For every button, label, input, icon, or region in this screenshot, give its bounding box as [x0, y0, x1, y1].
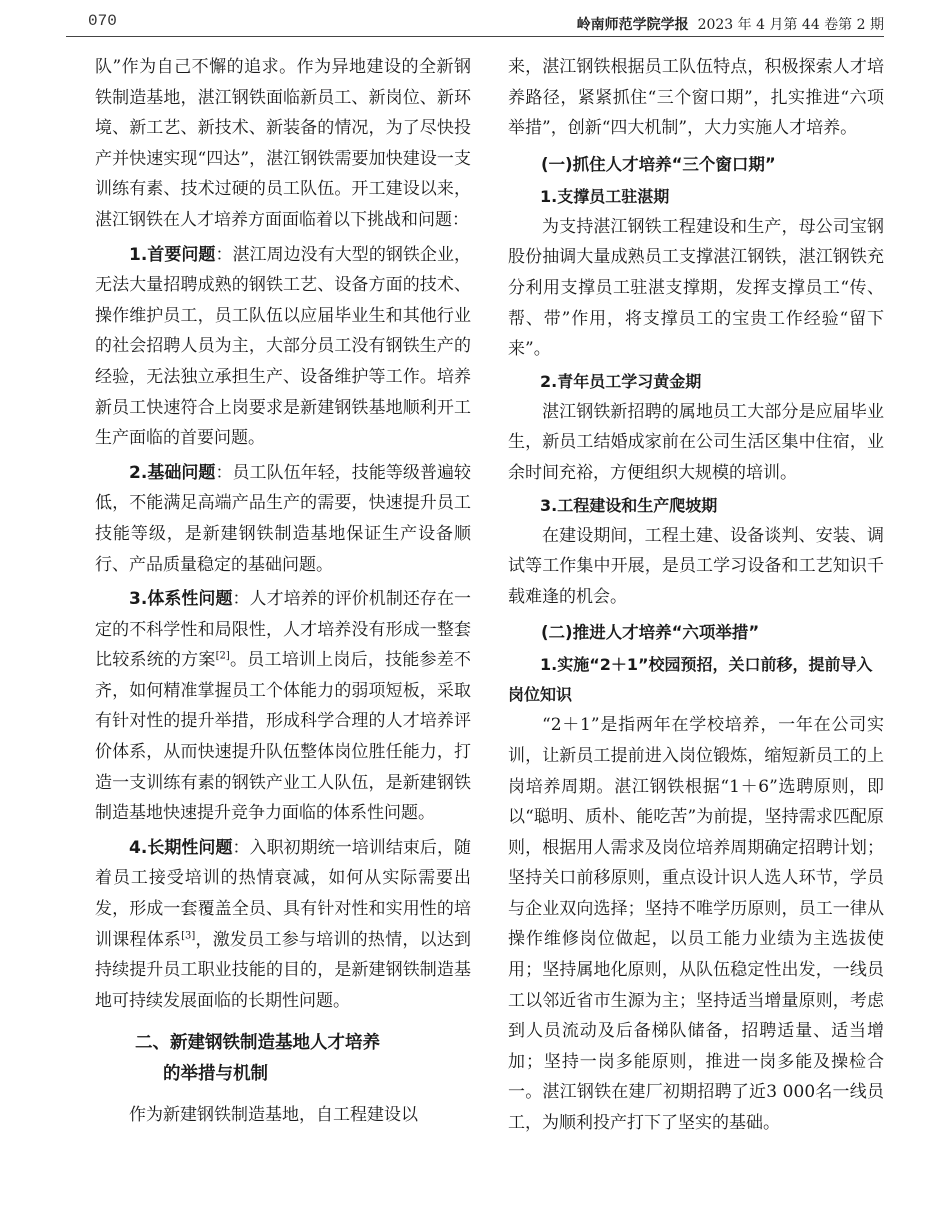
problem-4-text-a: ：入职初期统一培训结束后，随着员工接受培训的热情衰减，如何从实际需要出发，形成一套覆盖全员、具有针对性和实用性的培训课程体系 [95, 837, 471, 950]
subsection-2-heading: (二)推进人才培养“六项举措” [541, 623, 760, 643]
problem-3-text-b: 。员工培训上岗后，技能参差不齐，如何精准掌握员工个体能力的弱项短板，采取有针对性的提升举措，形成科学合理的人才培养评价体系，从而快速提升队伍整体岗位胜任能力，打造一支训练有素的钢铁产业工人队伍，是新建钢铁制造基地快速提升竞争力面临的体系性问题。 [95, 650, 471, 824]
issue-info: 2023 年 4 月第 44 卷第 2 期 [697, 17, 884, 33]
left-paragraph-1: 队”作为自己不懈的追求。作为异地建设的全新钢铁制造基地，湛江钢铁面临新员工、新岗位、新环境、新工艺、新技术、新装备的情况，为了尽快投产并快速实现“四达”，湛江钢铁需要加快建设一支训练有素、技术过硬的员工队伍。开工建设以来，湛江钢铁在人才培养方面面临着以下挑战和问题： [95, 57, 471, 230]
window-1-heading: 1.支撑员工驻湛期 [540, 186, 670, 206]
left-column [95, 52, 471, 1131]
problem-2-text: ：员工队伍年轻，技能等级普遍较低，不能满足高端产品生产的需要，快速提升员工技能等级，是新建钢铁制造基地保证生产设备顺行、产品质量稳定的基础问题。 [95, 462, 472, 575]
measure-1-heading: 1.实施“2＋1”校园预招，关口前移，提前导入岗位知识 [508, 655, 873, 705]
window-1-text: 为支持湛江钢铁工程建设和生产，母公司宝钢股份抽调大量成熟员工支撑湛江钢铁，湛江钢铁充分利用支撑员工驻湛支撑期，发挥支撑员工“传、帮、带”作用，将支撑员工的宝贵工作经验“留下来”。 [508, 216, 884, 360]
section-2-heading-line-1: 二、新建钢铁制造基地人才培养 [135, 1033, 380, 1054]
window-2-heading: 2.青年员工学习黄金期 [540, 371, 702, 391]
window-2-text: 湛江钢铁新招聘的属地员工大部分是应届毕业生，新员工结婚成家前在公司生活区集中住宿，业余时间充裕，方便组织大规模的培训。 [508, 401, 884, 483]
subsection-1-heading: (一)抓住人才培养“三个窗口期” [541, 154, 776, 174]
section-2-heading-line-2: 的举措与机制 [163, 1064, 268, 1085]
page-number: 070 [88, 12, 117, 30]
section-2-intro: 作为新建钢铁制造基地，自工程建设以 [129, 1105, 418, 1126]
problem-4 [95, 833, 471, 1017]
right-paragraph-1: 来，湛江钢铁根据员工队伍特点，积极探索人才培养路径，紧紧抓住“三个窗口期”，扎实推进“六项举措”，创新“四大机制”，大力实施人才培养。 [508, 57, 884, 139]
problem-3-title: 3.体系性问题 [129, 589, 233, 610]
problem-2 [95, 458, 471, 580]
right-column [508, 52, 884, 1139]
problem-1-title: 1.首要问题 [129, 244, 216, 265]
journal-info [577, 14, 884, 34]
journal-name: 岭南师范学院学报 [576, 17, 689, 33]
problem-3-text-a: ：人才培养的评价机制还存在一定的不科学性和局限性，人才培养没有形成一整套比较系统的方案 [95, 589, 471, 671]
section-2-heading [95, 1028, 471, 1090]
citation-2: [2] [215, 650, 230, 662]
problem-2-title: 2.基础问题 [129, 462, 216, 483]
problem-3 [95, 584, 471, 829]
citation-3: [3] [181, 929, 196, 941]
window-3-text: 在建设期间，工程土建、设备谈判、安装、调试等工作集中开展，是员工学习设备和工艺知识千载难逢的机会。 [508, 525, 884, 607]
running-header [66, 8, 884, 37]
problem-1 [95, 240, 471, 454]
problem-4-text-b: ，激发员工参与培训的热情，以达到持续提升员工职业技能的目的，是新建钢铁制造基地可持续发展面临的长期性问题。 [95, 929, 472, 1011]
measure-1-text: “2＋1”是指两年在学校培养，一年在公司实训，让新员工提前进入岗位锻炼，缩短新员工的上岗培养周期。湛江钢铁根据“1＋6”选聘原则，即以“聪明、质朴、能吃苦”为前提，坚持需求匹配原则，根据用人需求及岗位培养周期确定招聘计划；坚持关口前移原则，重点设计识人选人环节，学员与企业双向选择；坚持不唯学历原则，员工一律从操作维修岗位做起，以员工能力业绩为主选拔使用；坚持属地化原则，从队伍稳定性出发，一线员工以邻近省市生源为主；坚持适当增量原则，考虑到人员流动及后备梯队储备，招聘适量、适当增加；坚持一岗多能原则，推进一岗多能及操检合一。湛江钢铁在建厂初期招聘了近3 000名一线员工，为顺利投产打下了坚实的基础。 [508, 715, 884, 1134]
problem-1-text: ：湛江周边没有大型的钢铁企业，无法大量招聘成熟的钢铁工艺、设备方面的技术、操作维护员工，员工队伍以应届毕业生和其他行业的社会招聘人员为主，大部分员工没有钢铁生产的经验，无法独立承担生产、设备维护等工作。培养新员工快速符合上岗要求是新建钢铁基地顺利开工生产面临的首要问题。 [95, 244, 472, 449]
window-3-heading: 3.工程建设和生产爬坡期 [540, 495, 718, 515]
problem-4-title: 4.长期性问题 [129, 837, 233, 858]
